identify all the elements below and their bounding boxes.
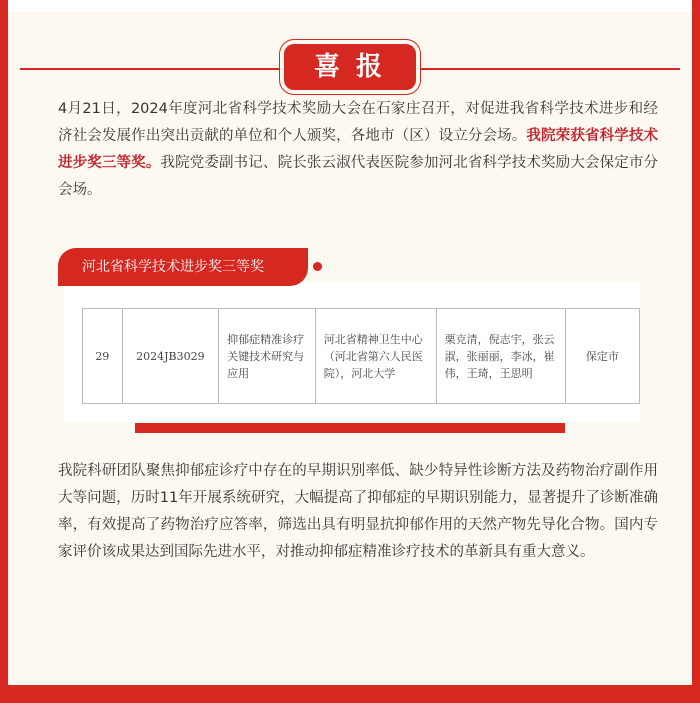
table-underline-bar	[135, 423, 565, 433]
cell-id: 2024JB3029	[122, 309, 219, 404]
cell-location: 保定市	[565, 309, 639, 404]
intro-text: 4月21日，2024年度河北省科学技术奖励大会在石家庄召开，对促进我省科学技术进步和经济社会发展作出突出贡献的单位和个人颁奖，各地市（区）设立分会场。	[58, 101, 658, 144]
table-row	[83, 309, 640, 404]
page-title: 喜报	[284, 44, 416, 90]
intro-paragraph	[58, 96, 658, 204]
award-highlight: 我院荣获省科学技术进步奖三等奖。	[58, 128, 659, 171]
cell-no: 29	[83, 309, 123, 404]
cell-project: 抑郁症精准诊疗关键技术研究与应用	[219, 309, 316, 404]
award-table	[82, 308, 640, 404]
banner-dot	[313, 262, 322, 271]
cell-units: 河北省精神卫生中心（河北省第六人民医院），河北大学	[315, 309, 436, 404]
body-paragraph: 我院科研团队聚焦抑郁症诊疗中存在的早期识别率低、缺少特异性诊断方法及药物治疗副作用大等问题，历时11年开展系统研究，大幅提高了抑郁症的早期识别能力，显著提升了诊断准确率，有效提高了药物治疗应答率，筛选出具有明显抗抑郁作用的天然产物先导化合物。国内专家评价该成果达到国际先进水平，对推动抑郁症精准诊疗技术的革新具有重大意义。	[58, 463, 658, 560]
intro-text-after: 我院党委副书记、院长张云淑代表医院参加河北省科学技术奖励大会保定市分会场。	[58, 155, 659, 198]
award-banner: 河北省科学技术进步奖三等奖	[58, 248, 308, 286]
frame-top-strip	[8, 0, 692, 12]
cell-people: 栗克清，倪志宇，张云淑，张丽丽，李冰，崔伟，王琦，王思明	[436, 309, 565, 404]
award-table-card	[64, 282, 640, 422]
